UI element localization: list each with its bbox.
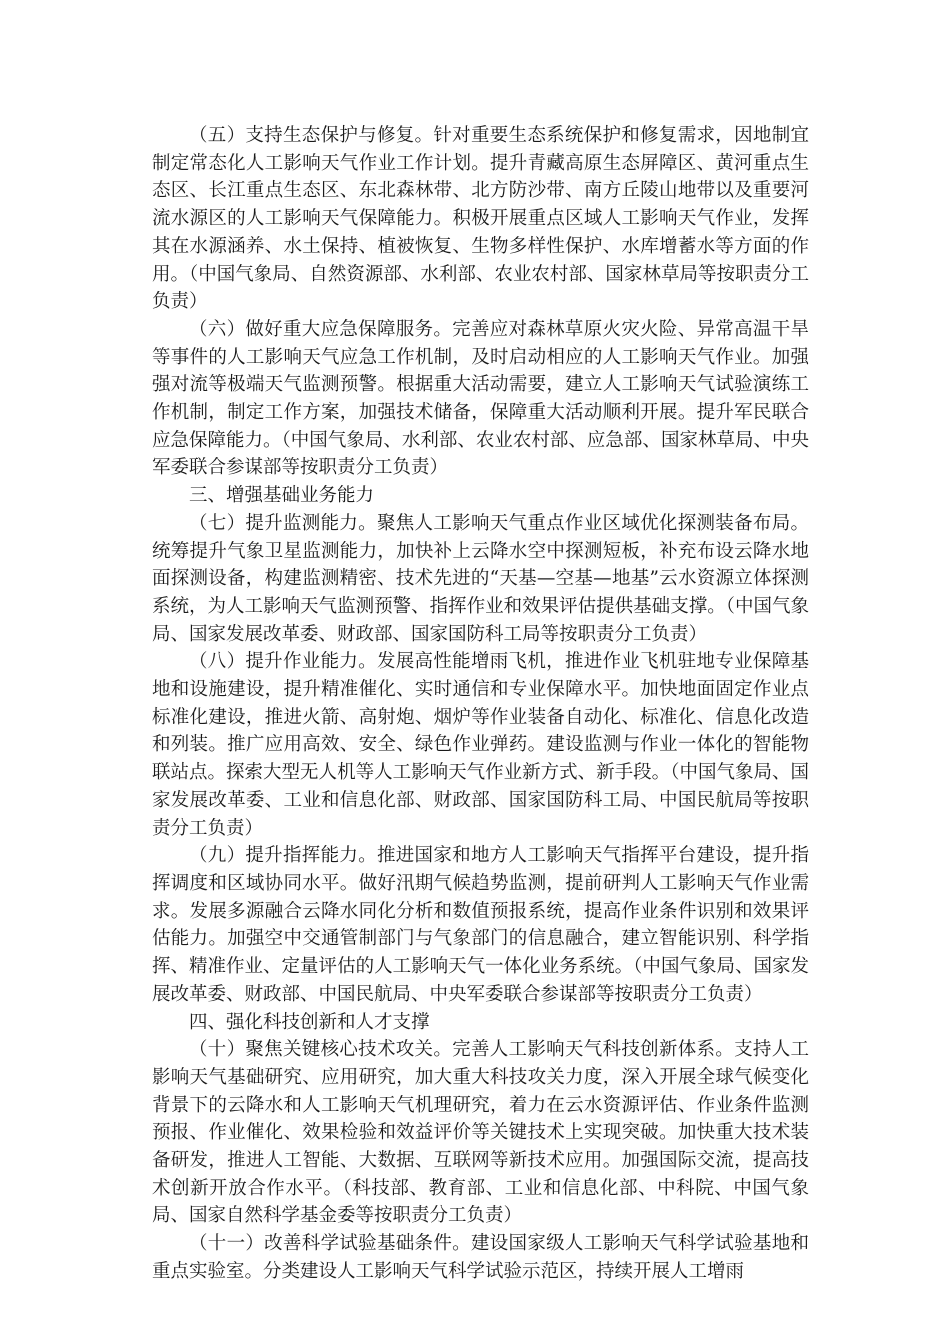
paragraph-5-ecological-protection: （五）支持生态保护与修复。针对重要生态系统保护和修复需求，因地制宜制定常态化人工影响天气作业工作计划。提升青藏高原生态屏障区、黄河重点生态区、长江重点生态区、东北森林带、北方防沙带、南方丘陵山地带以及重要河流水源区的人工影响天气保障能力。积极开展重点区域人工影响天气作业，发挥其在水源涵养、水土保持、植被恢复、生物多样性保护、水库增蓄水等方面的作用。（中国气象局、自然资源部、水利部、农业农村部、国家林草局等按职责分工负责）	[152, 125, 809, 313]
section-heading-4: 四、强化科技创新和人才支撑	[189, 1011, 430, 1033]
paragraph-8-operation: （八）提升作业能力。发展高性能增雨飞机，推进作业飞机驻地专业保障基地和设施建设，提升精准催化、实时通信和专业保障水平。加快地面固定作业点标准化建设，推进火箭、高射炮、烟炉等作业装备自动化、标准化、信息化改造和列装。推广应用高效、安全、绿色作业弹药。建设监测与作业一体化的智能物联站点。探索大型无人机等人工影响天气作业新方式、新手段。（中国气象局、国家发展改革委、工业和信息化部、财政部、国家国防科工局、中国民航局等按职责分工负责）	[152, 651, 809, 839]
paragraph-9-command: （九）提升指挥能力。推进国家和地方人工影响天气指挥平台建设，提升指挥调度和区域协同水平。做好汛期气候趋势监测，提前研判人工影响天气作业需求。发展多源融合云降水同化分析和数值预报系统，提高作业条件识别和效果评估能力。加强空中交通管制部门与气象部门的信息融合，建立智能识别、科学指挥、精准作业、定量评估的人工影响天气一体化业务系统。（中国气象局、国家发展改革委、财政部、中国民航局、中央军委联合参谋部等按职责分工负责）	[152, 845, 809, 1005]
paragraph-6-emergency-service: （六）做好重大应急保障服务。完善应对森林草原火灾火险、异常高温干旱等事件的人工影响天气应急工作机制，及时启动相应的人工影响天气作业。加强强对流等极端天气监测预警。根据重大活动需要，建立人工影响天气试验演练工作机制，制定工作方案，加强技术储备，保障重大活动顺利开展。提升军民联合应急保障能力。（中国气象局、水利部、农业农村部、应急部、国家林草局、中央军委联合参谋部等按职责分工负责）	[152, 318, 809, 479]
document-page	[152, 122, 809, 1286]
paragraph-11-experiment-conditions: （十一）改善科学试验基础条件。建设国家级人工影响天气科学试验基地和重点实验室。分类建设人工影响天气科学试验示范区，持续开展人工增雨	[152, 1233, 809, 1282]
paragraph-7-monitoring: （七）提升监测能力。聚焦人工影响天气重点作业区域优化探测装备布局。统筹提升气象卫星监测能力，加快补上云降水空中探测短板，补充布设云降水地面探测设备，构建监测精密、技术先进的“天基—空基—地基”云水资源立体探测系统，为人工影响天气监测预警、指挥作业和效果评估提供基础支撑。（中国气象局、国家发展改革委、财政部、国家国防科工局等按职责分工负责）	[152, 512, 809, 645]
section-heading-3: 三、增强基础业务能力	[189, 485, 375, 507]
paragraph-10-key-technology: （十）聚焦关键核心技术攻关。完善人工影响天气科技创新体系。支持人工影响天气基础研究、应用研究，加大重大科技攻关力度，深入开展全球气候变化背景下的云降水和人工影响天气机理研究，着力在云水资源评估、作业条件监测预报、作业催化、效果检验和效益评价等关键技术上实现突破。加快重大技术装备研发，推进人工智能、大数据、互联网等新技术应用。加强国际交流，提高技术创新开放合作水平。（科技部、教育部、工业和信息化部、中科院、中国气象局、国家自然科学基金委等按职责分工负责）	[152, 1039, 809, 1227]
